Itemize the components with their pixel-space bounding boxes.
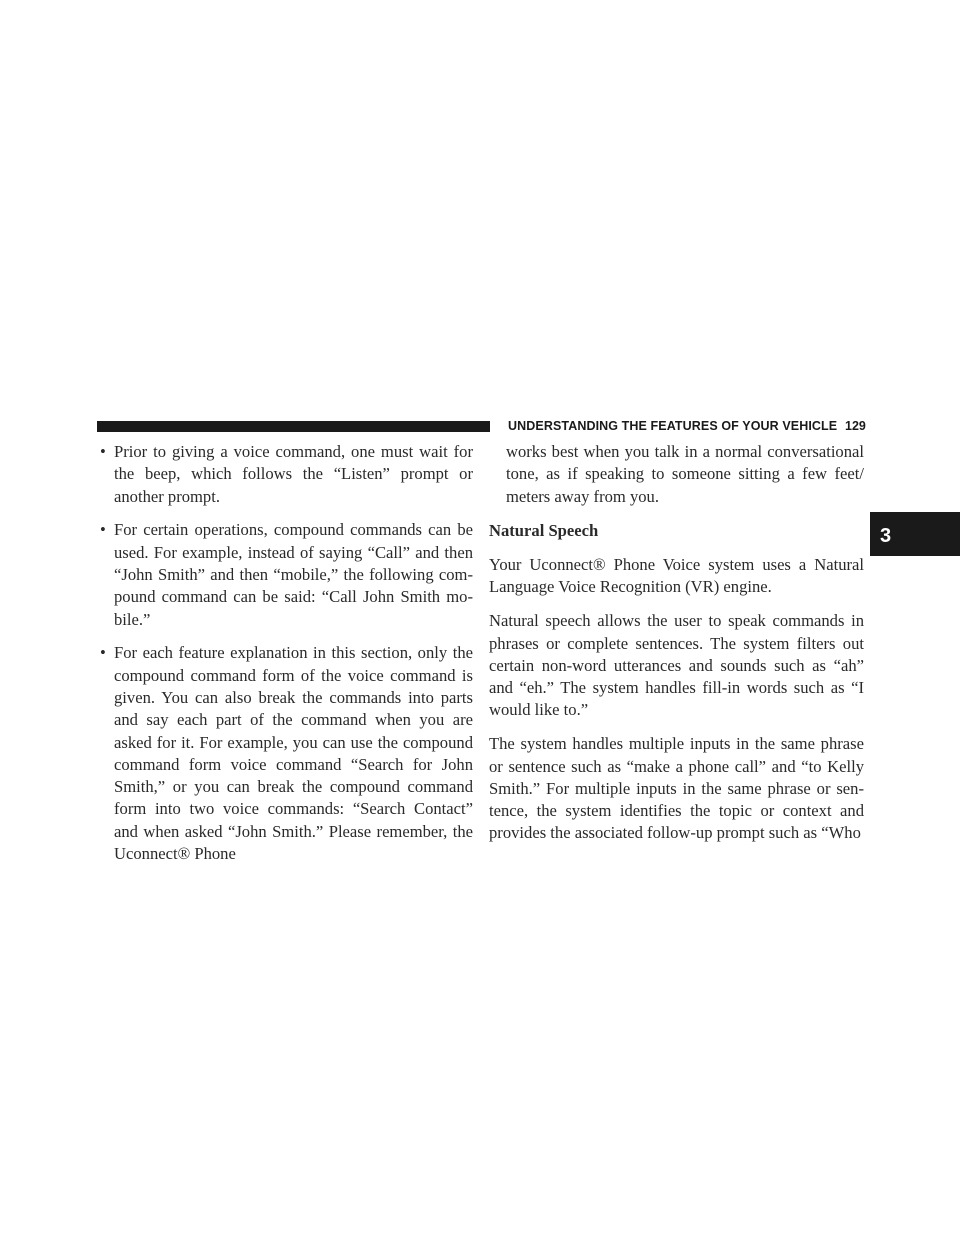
bullet-text: For certain operations, compound commands can be used. For example, instead of saying “Call” and then “John Smith” and then “mobile,” the following com- pound command can be said: “Call John Smith mo- bile.” [114,520,473,629]
left-column [97,441,473,877]
paragraph: Natural speech allows the user to speak commands in phrases or complete sentences. The system filters out certain non-word utterances and sounds such as “ah” and “eh.” The system handles fill-in words such as “I would like to.” [489,611,864,720]
bullet-icon: • [100,520,106,540]
chapter-tab [870,512,960,556]
paragraph: Your Uconnect® Phone Voice system uses a Natural Language Voice Recognition (VR) engine. [489,555,864,597]
bullet-item [97,642,473,865]
bullet-item [97,519,473,630]
right-column [489,441,864,856]
bullet-text: For each feature explanation in this section, only the compound command form of the voice command is given. You can also break the commands into parts and say each part of the command when you are asked for it. For example, you can use the compound command form voice command “Search for John Smith,” or you can break the compound command form into two voice commands: “Search Contact” and when asked “John Smith.” Please remember, the Uconnect® Phone [114,643,473,864]
section-heading: Natural Speech [489,520,599,540]
paragraph: The system handles multiple inputs in the same phrase or sentence such as “make a phone call” and “to Kelly Smith.” For multiple inputs in the same phrase or sen- tence, the system identifies the topic or context and provides the associated follow-up prompt such as “Who [489,734,864,843]
page-number: 129 [845,419,866,433]
header-rule [97,421,490,432]
running-header-title: UNDERSTANDING THE FEATURES OF YOUR VEHICLE [508,419,838,433]
bullet-continuation: works best when you talk in a normal conversational tone, as if speaking to someone sitting a few feet/ meters away from you. [506,442,864,506]
bullet-item [97,441,473,508]
bullet-text: Prior to giving a voice command, one must wait for the beep, which follows the “Listen” prompt or another prompt. [114,442,473,506]
chapter-number: 3 [880,525,892,547]
bullet-icon: • [100,643,106,663]
bullet-icon: • [100,442,106,461]
